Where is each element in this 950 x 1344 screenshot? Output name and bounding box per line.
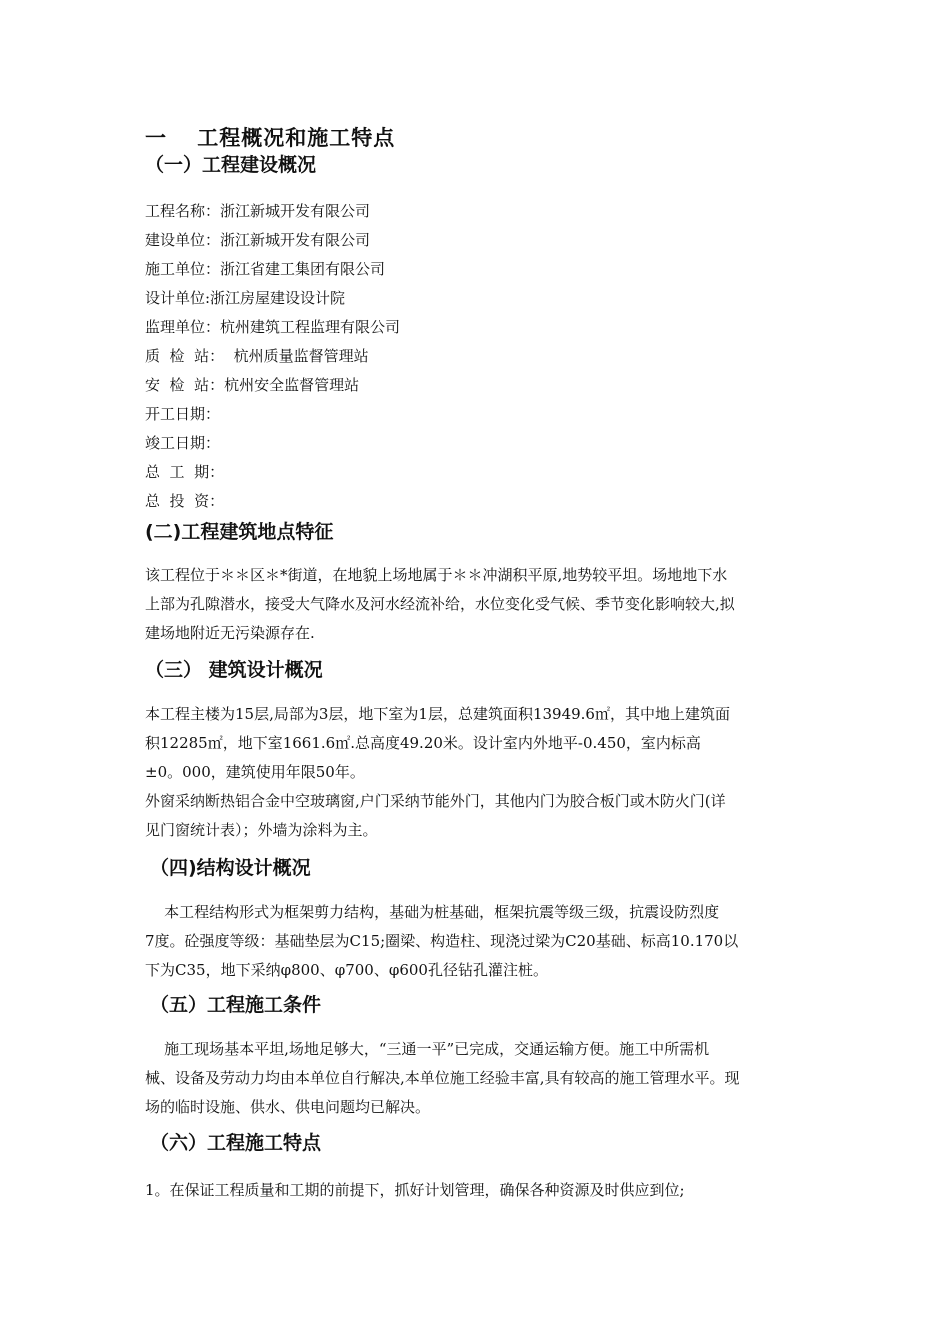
info-construction-unit: 建设单位：浙江新城开发有限公司	[145, 231, 371, 249]
subsection-heading-6: （六）工程施工特点	[150, 1132, 322, 1154]
paragraph-architecture	[145, 700, 807, 787]
paragraph-line: 见门窗统计表）；外墙为涂料为主。	[145, 821, 378, 839]
paragraph-line: 场的临时设施、供水、供电问题均已解决。	[145, 1098, 431, 1116]
paragraph-line: 7度。砼强度等级：基础垫层为C15;圈梁、构造柱、现浇过梁为C20基础、标高10.170以	[145, 932, 739, 950]
info-safety-station: 安 检 站：杭州安全监督管理站	[145, 376, 360, 394]
paragraph-characteristics	[145, 1176, 807, 1205]
info-total-investment: 总 投 资：	[145, 492, 225, 510]
paragraph-line: 外窗采纳断热铝合金中空玻璃窗,户门采纳节能外门，其他内门为胶合板门或木防火门(详	[145, 792, 726, 810]
subsection-heading-2: (二)工程建筑地点特征	[145, 521, 334, 543]
info-quality-station: 质 检 站： 杭州质量监督管理站	[145, 347, 369, 365]
subsection-heading-3: （三） 建筑设计概况	[145, 659, 323, 681]
info-supervision-unit: 监理单位：杭州建筑工程监理有限公司	[145, 318, 401, 336]
paragraph-line: 积12285㎡，地下室1661.6㎡.总高度49.20米。设计室内外地平-0.450，室内标高	[145, 734, 701, 752]
subsection-heading-5: （五）工程施工条件	[150, 994, 322, 1016]
section-title: 一 工程概况和施工特点	[145, 126, 396, 150]
info-completion-date: 竣工日期：	[145, 434, 221, 452]
subsection-heading-4: （四)结构设计概况	[150, 857, 311, 879]
paragraph-line: 本工程主楼为15层,局部为3层，地下室为1层，总建筑面积13949.6㎡，其中地上建筑面	[145, 705, 730, 723]
paragraph-site-features	[145, 561, 807, 648]
subsection-heading-1: （一）工程建设概况	[145, 154, 317, 176]
paragraph-line: 上部为孔隙潜水，接受大气降水及河水经流补给，水位变化受气候、季节变化影响较大,拟	[145, 595, 735, 613]
paragraph-line: ±0。000，建筑使用年限50年。	[145, 763, 365, 781]
info-project-name: 工程名称：浙江新城开发有限公司	[145, 202, 371, 220]
info-start-date: 开工日期：	[145, 405, 221, 423]
info-design-unit: 设计单位:浙江房屋建设设计院	[145, 289, 346, 307]
info-builder-unit: 施工单位：浙江省建工集团有限公司	[145, 260, 386, 278]
paragraph-line: 械、设备及劳动力均由本单位自行解决,本单位施工经验丰富,具有较高的施工管理水平。现	[145, 1069, 740, 1087]
paragraph-structure	[145, 898, 807, 985]
info-total-duration: 总 工 期：	[145, 463, 225, 481]
paragraph-windows-doors	[145, 787, 807, 845]
paragraph-conditions	[145, 1035, 807, 1122]
paragraph-line: 施工现场基本平坦,场地足够大，“三通一平”已完成，交通运输方便。施工中所需机	[145, 1040, 710, 1058]
paragraph-line: 该工程位于＊＊区＊*街道，在地貌上场地属于＊＊冲湖积平原,地势较平坦。场地地下水	[145, 566, 728, 584]
paragraph-line: 建场地附近无污染源存在.	[145, 624, 315, 642]
paragraph-line: 下为C35，地下采纳φ800、φ700、φ600孔径钻孔灌注桩。	[145, 961, 548, 979]
paragraph-line: 本工程结构形式为框架剪力结构，基础为桩基础，框架抗震等级三级，抗震设防烈度	[145, 903, 720, 921]
paragraph-line: 1。在保证工程质量和工期的前提下，抓好计划管理，确保各种资源及时供应到位;	[145, 1181, 685, 1199]
